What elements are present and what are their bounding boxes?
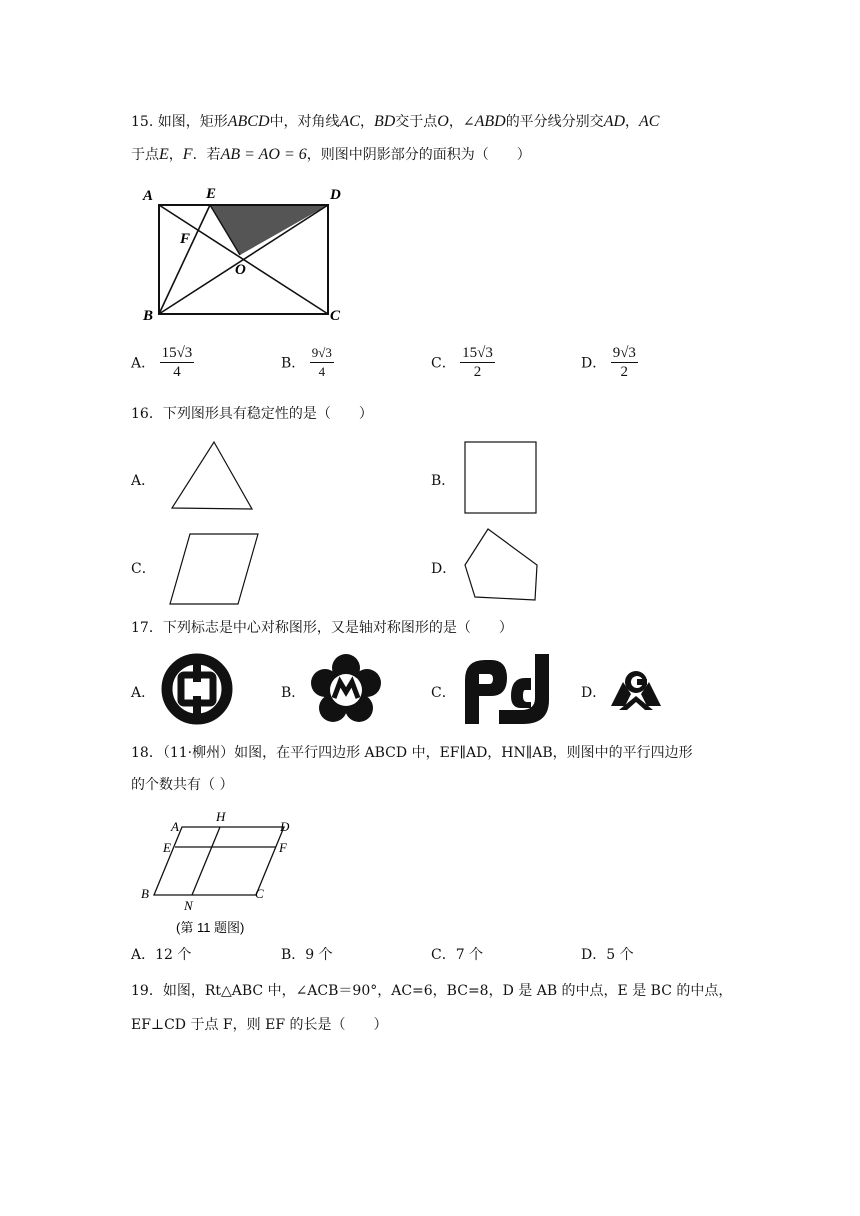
q18-label-N: N (184, 898, 193, 913)
q18-option-c[interactable]: C．7 个 (431, 947, 484, 963)
q15-label-A: A (143, 188, 154, 204)
q16-option-b-label[interactable]: B． (431, 473, 456, 489)
q15-option-b[interactable]: B． $\frac{9√3}{4}$ (281, 345, 332, 379)
q18-label-B: B (141, 886, 149, 901)
pentagon-shape (463, 527, 543, 605)
q16-stem: 16．下列图形具有稳定性的是（ ） (131, 406, 373, 422)
q15-stem-line2: 于点E，F．若AB = AO = 6，则图中阴影部分的面积为（ ） (131, 146, 531, 163)
q18-parallelogram-figure (138, 805, 298, 940)
q15-option-a[interactable]: A． $\frac{15√3}{4}$ (131, 345, 193, 380)
q15-label-O: O (235, 262, 246, 278)
q15-label-B: B (143, 308, 154, 324)
triangle-shape (170, 440, 255, 512)
q15-option-d[interactable]: D． $\frac{9√3}{2}$ (581, 345, 636, 380)
q15-label-F: F (180, 231, 191, 247)
q16-option-d-label[interactable]: D． (431, 561, 457, 577)
q18-option-b[interactable]: B．9 个 (281, 947, 333, 963)
q18-option-a[interactable]: A．12 个 (131, 947, 192, 963)
q17-stem: 17．下列标志是中心对称图形，又是轴对称图形的是（ ） (131, 620, 513, 636)
q18-label-E: E (163, 840, 171, 855)
q17-option-c-label[interactable]: C． (431, 685, 456, 701)
q18-label-D: D (280, 819, 290, 834)
q18-label-A: A (171, 819, 179, 834)
q15-label-D: D (330, 187, 341, 203)
q18-label-F: F (279, 840, 287, 855)
q17-option-a-label[interactable]: A． (131, 685, 156, 701)
q15-stem-line1: 15. 如图，矩形ABCD中，对角线AC，BD交于点O，∠ABD的平分线分别交AD，AC (131, 113, 660, 130)
q18-figure-caption: (第 11 题图) (176, 920, 245, 935)
q15-label-E: E (206, 186, 217, 202)
bank-of-china-logo-icon (160, 652, 234, 726)
agri-bank-logo-icon (609, 666, 663, 712)
flower-logo-icon (308, 652, 384, 728)
q18-stem-line1: 18．（11·柳州）如图，在平行四边形 ABCD 中，EF∥AD，HN∥AB，则图中的平行四边形 (131, 745, 693, 761)
q19-stem-line2: EF⊥CD 于点 F，则 EF 的长是（ ） (131, 1017, 388, 1033)
q15-option-c[interactable]: C． $\frac{15√3}{2}$ (431, 345, 493, 380)
psd-logo-icon (461, 650, 551, 726)
q15-label-C: C (330, 308, 341, 324)
q18-label-H: H (216, 809, 226, 824)
parallelogram-shape (168, 532, 262, 608)
q18-label-C: C (255, 886, 264, 901)
q19-stem-line1: 19．如图，Rt△ABC 中，∠ACB＝90°，AC=6，BC=8，D 是 AB 的中点，E 是 BC 的中点， (131, 983, 733, 999)
q16-option-a-label[interactable]: A． (131, 473, 156, 489)
q18-option-d[interactable]: D．5 个 (581, 947, 634, 963)
q17-option-d-label[interactable]: D． (581, 685, 607, 701)
q16-option-c-label[interactable]: C． (131, 561, 156, 577)
q18-stem-line2: 的个数共有（ ） (131, 777, 234, 793)
q15-rectangle-figure (140, 180, 350, 330)
q17-option-b-label[interactable]: B． (281, 685, 306, 701)
square-shape (463, 440, 539, 516)
